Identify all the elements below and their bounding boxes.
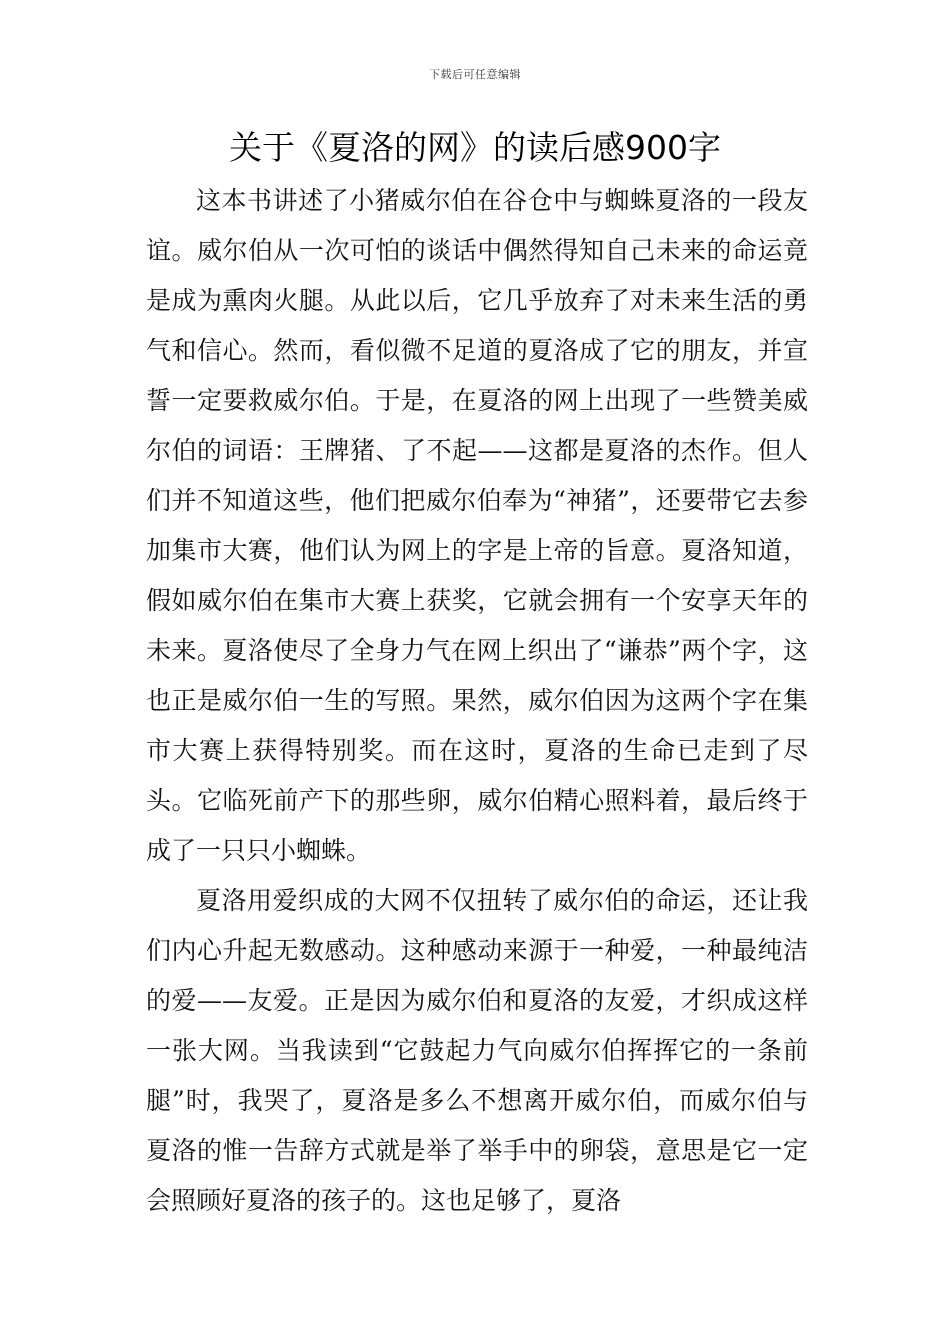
document-body — [146, 176, 808, 1226]
body-paragraph: 夏洛用爱织成的大网不仅扭转了威尔伯的命运，还让我们内心升起无数感动。这种感动来源于一种爱，一种最纯洁的爱——友爱。正是因为威尔伯和夏洛的友爱，才织成这样一张大网。当我读到“它鼓起力气向威尔伯挥挥它的一条前腿”时，我哭了，夏洛是多么不想离开威尔伯，而威尔伯与夏洛的惟一告辞方式就是举了举手中的卵袋，意思是它一定会照顾好夏洛的孩子的。这也足够了，夏洛 — [146, 886, 808, 1215]
body-paragraph: 这本书讲述了小猪威尔伯在谷仓中与蜘蛛夏洛的一段友谊。威尔伯从一次可怕的谈话中偶然得知自己未来的命运竟是成为熏肉火腿。从此以后，它几乎放弃了对未来生活的勇气和信心。然而，看似微不足道的夏洛成了它的朋友，并宣誓一定要救威尔伯。于是，在夏洛的网上出现了一些赞美威尔伯的词语：王牌猪、了不起——这都是夏洛的杰作。但人们并不知道这些，他们把威尔伯奉为“神猪”，还要带它去参加集市大赛，他们认为网上的字是上帝的旨意。夏洛知道，假如威尔伯在集市大赛上获奖，它就会拥有一个安享天年的未来。夏洛使尽了全身力气在网上织出了“谦恭”两个字，这也正是威尔伯一生的写照。果然，威尔伯因为这两个字在集市大赛上获得特别奖。而在这时，夏洛的生命已走到了尽头。它临死前产下的那些卵，威尔伯精心照料着，最后终于成了一只只小蜘蛛。 — [146, 186, 808, 865]
header-note: 下载后可任意编辑 — [429, 68, 521, 81]
document-title: 关于《夏洛的网》的读后感900字 — [229, 128, 721, 167]
